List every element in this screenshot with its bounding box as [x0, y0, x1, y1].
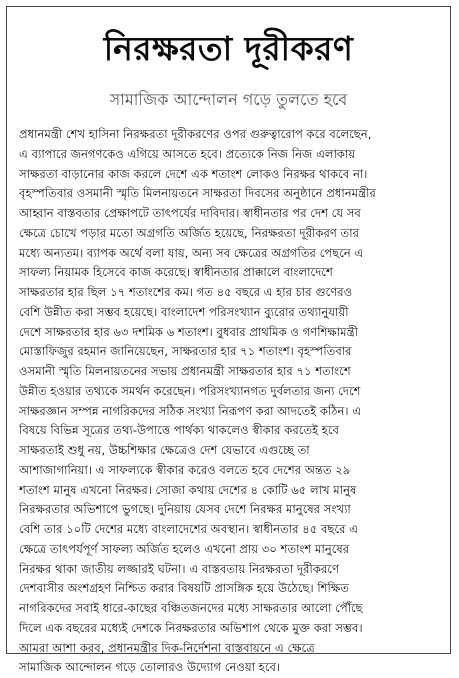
headline: নিরক্ষরতা দূরীকরণ	[103, 29, 354, 68]
body-line: শতাংশ মানুষ এখনো নিরক্ষর। সোজা কথায় দেশের ৪ কোটি ৬৫ লাখ মানুষ	[19, 482, 357, 497]
body-line: সাক্ষরতাই শুধু নয়, উচ্চশিক্ষার ক্ষেত্রেও দেশ যেভাবে এগুচ্ছে তা	[19, 443, 310, 457]
body-line: মধ্যে অন্যতম। ব্যাপক অর্থে বলা যায়, অন্য সব ক্ষেত্রের অগ্রগতির পেছনে এ	[19, 245, 364, 260]
body-line: এ ব্যাপারে জনগণকেও এগিয়ে আসতে হবে। প্রত্যেকে নিজ নিজ এলাকায়	[19, 146, 356, 161]
body-line: মোস্তাফিজুর রহমান জানিয়েছেন, সাক্ষরতার হার ৭১ শতাংশ। বৃহস্পতিবার	[19, 344, 352, 359]
body-line: আমরা আশা করব, প্রধানমন্ত্রীর দিক-নির্দেশনা বাস্তবায়নে এ ক্ষেত্রে	[19, 640, 315, 655]
news-clipping	[6, 6, 451, 675]
body-line: দেশে সাক্ষরতার হার ৬৩ দশমিক ৬ শতাংশ। বুধবার প্রাথমিক ও গণশিক্ষামন্ত্রী	[19, 324, 358, 339]
subheadline: সামাজিক আন্দোলন গড়ে তুলতে হবে	[109, 90, 348, 109]
body-line: বেশি উন্নীত করা সম্ভব হয়েছে। বাংলাদেশ পরিসংখ্যান ব্যুরোর তথ্যানুযায়ী	[19, 304, 349, 319]
body-line: সাক্ষরজ্ঞান সম্পন্ন নাগরিকদের সঠিক সংখ্যা নিরূপণ করা আদতেই কঠিন। এ	[19, 403, 362, 418]
body-line: আশাজাগানিয়া। এ সাফল্যকে স্বীকার করেও বলতে হবে দেশের অন্তত ২৯	[19, 462, 351, 477]
body-line: ওসমানী স্মৃতি মিলনায়তনের সভায় প্রধানমন্ত্রী সাক্ষরতার হার ৭১ শতাংশে	[19, 364, 351, 378]
body-line: প্রধানমন্ত্রী শেখ হাসিনা নিরক্ষরতা দূরীকরণের ওপর গুরুত্বারোপ করে বলেছেন,	[19, 127, 372, 141]
body-line: ক্ষেত্রে চোখে পড়ার মতো অগ্রগতি অর্জিত হয়েছে, নিরক্ষরতা দূরীকরণ তার	[19, 225, 359, 240]
body-line: সাক্ষরতা বাড়ানোর কাজ করলে দেশে এক শতাংশ লোকও নিরক্ষর থাকবে না।	[19, 166, 368, 181]
article-body	[19, 125, 440, 678]
body-line: আহ্বান বাস্তবতার প্রেক্ষাপটে তাৎপর্যের দাবিদার। স্বাধীনতার পর দেশ যে সব	[19, 206, 361, 220]
body-line: নিরক্ষরতার অভিশাপে ভুগছে। দুনিয়ায় যেসব দেশে নিরক্ষর মানুষের সংখ্যা	[19, 502, 351, 517]
body-line: দিলে এক বছরের মধ্যেই দেশকে নিরক্ষরতার অভিশাপ থেকে মুক্ত করা সম্ভব।	[19, 620, 363, 635]
body-line: সামাজিক আন্দোলন গড়ে তোলারও উদ্যোগ নেওয়া হবে।	[19, 660, 281, 675]
body-line: ক্ষেত্রে তাৎপর্যপূর্ণ সাফল্য অর্জিত হলেও এখনো প্রায় ৩০ শতাংশ মানুষের	[19, 541, 350, 556]
body-line: বিষয়ে বিভিন্ন সূত্রের তথ্য-উপাত্তে পার্থক্য থাকলেও স্বীকার করতেই হবে	[19, 423, 339, 438]
body-line: উন্নীত হওয়ার তথ্যকে সমর্থন করেছেন। পরিসংখ্যানগত দুর্বলতার জন্য দেশে	[19, 383, 361, 398]
body-line: দেশবাসীর অংশগ্রহণ নিশ্চিত করার বিষয়টি প্রাসঙ্গিক হয়ে উঠেছে। শিক্ষিত	[19, 581, 349, 596]
body-line: বৃহস্পতিবার ওসমানী স্মৃতি মিলনায়তনে সাক্ষরতা দিবসের অনুষ্ঠানে প্রধানমন্ত্রীর	[19, 186, 376, 201]
body-line: সাক্ষরতার হার ছিল ১৭ শতাংশের কম। গত ৪৫ বছরে এ হার চার গুণেরও	[19, 285, 353, 299]
body-line: সাফল্য নিয়ামক হিসেবে কাজ করেছে। স্বাধীনতার প্রাক্কালে বাংলাদেশে	[19, 265, 333, 280]
body-line: নাগরিকদের সবাই ধারে-কাছের বঞ্চিতজনদের মধ্যে সাক্ষরতার আলো পৌঁছে	[19, 601, 363, 615]
body-line: বেশি তার ১০টি দেশের মধ্যে বাংলাদেশের অবস্থান। স্বাধীনতার ৪৫ বছরে এ	[19, 522, 358, 536]
body-line: নিরক্ষর থাকা জাতীয় লজ্জারই ঘটনা। এ বাস্তবতায় নিরক্ষরতা দূরীকরণে	[19, 561, 339, 576]
